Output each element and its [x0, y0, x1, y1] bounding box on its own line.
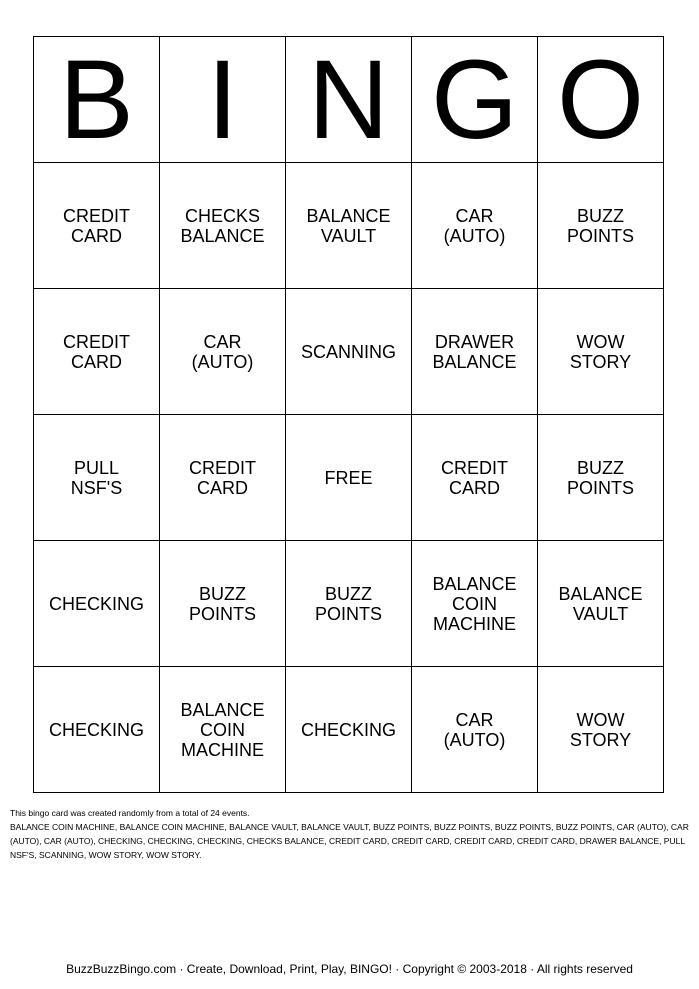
bingo-free-cell: FREE [286, 415, 412, 541]
bingo-cell: CREDIT CARD [412, 415, 538, 541]
bingo-row [34, 415, 664, 541]
card-info-event-list: BALANCE COIN MACHINE, BALANCE COIN MACHINE, BALANCE VAULT, BALANCE VAULT, BUZZ POINTS, BUZZ POINTS, BUZZ POINTS, BUZZ POINTS, CAR (AUTO), CAR (AUTO), CAR (AUTO), CHECKING, CHECKING, CHECKING, CHECKS BALANCE, CREDIT CARD, CREDIT CARD, CREDIT CARD, CREDIT CARD, DRAWER BALANCE, PULL NSF'S, SCANNING, WOW STORY, WOW STORY. [10, 822, 689, 860]
bingo-cell: CAR (AUTO) [412, 667, 538, 793]
header-letter-o: O [538, 37, 664, 163]
bingo-cell: DRAWER BALANCE [412, 289, 538, 415]
bingo-cell: BUZZ POINTS [160, 541, 286, 667]
header-letter-g: G [412, 37, 538, 163]
bingo-cell: CAR (AUTO) [160, 289, 286, 415]
bingo-cell: CHECKING [286, 667, 412, 793]
bingo-card [33, 36, 664, 793]
bingo-cell: WOW STORY [538, 289, 664, 415]
footer-copyright: BuzzBuzzBingo.com · Create, Download, Print, Play, BINGO! · Copyright © 2003-2018 · All rights reserved [66, 962, 633, 976]
header-letter-b: B [34, 37, 160, 163]
bingo-cell: BUZZ POINTS [286, 541, 412, 667]
bingo-cell: CREDIT CARD [34, 289, 160, 415]
bingo-cell: WOW STORY [538, 667, 664, 793]
header-letter-i: I [160, 37, 286, 163]
bingo-cell: BALANCE VAULT [286, 163, 412, 289]
bingo-row [34, 289, 664, 415]
bingo-cell: BUZZ POINTS [538, 415, 664, 541]
bingo-cell: CHECKING [34, 667, 160, 793]
bingo-row [34, 541, 664, 667]
bingo-header-row [34, 37, 664, 163]
bingo-cell: CAR (AUTO) [412, 163, 538, 289]
card-info [10, 806, 692, 862]
bingo-row [34, 163, 664, 289]
bingo-cell: BALANCE COIN MACHINE [160, 667, 286, 793]
bingo-cell: BUZZ POINTS [538, 163, 664, 289]
bingo-cell: BALANCE COIN MACHINE [412, 541, 538, 667]
bingo-cell: SCANNING [286, 289, 412, 415]
bingo-cell: CREDIT CARD [160, 415, 286, 541]
bingo-cell: CHECKS BALANCE [160, 163, 286, 289]
header-letter-n: N [286, 37, 412, 163]
bingo-cell: CHECKING [34, 541, 160, 667]
bingo-row [34, 667, 664, 793]
bingo-cell: CREDIT CARD [34, 163, 160, 289]
card-info-summary: This bingo card was created randomly from a total of 24 events. [10, 808, 250, 818]
bingo-cell: PULL NSF'S [34, 415, 160, 541]
bingo-cell: BALANCE VAULT [538, 541, 664, 667]
